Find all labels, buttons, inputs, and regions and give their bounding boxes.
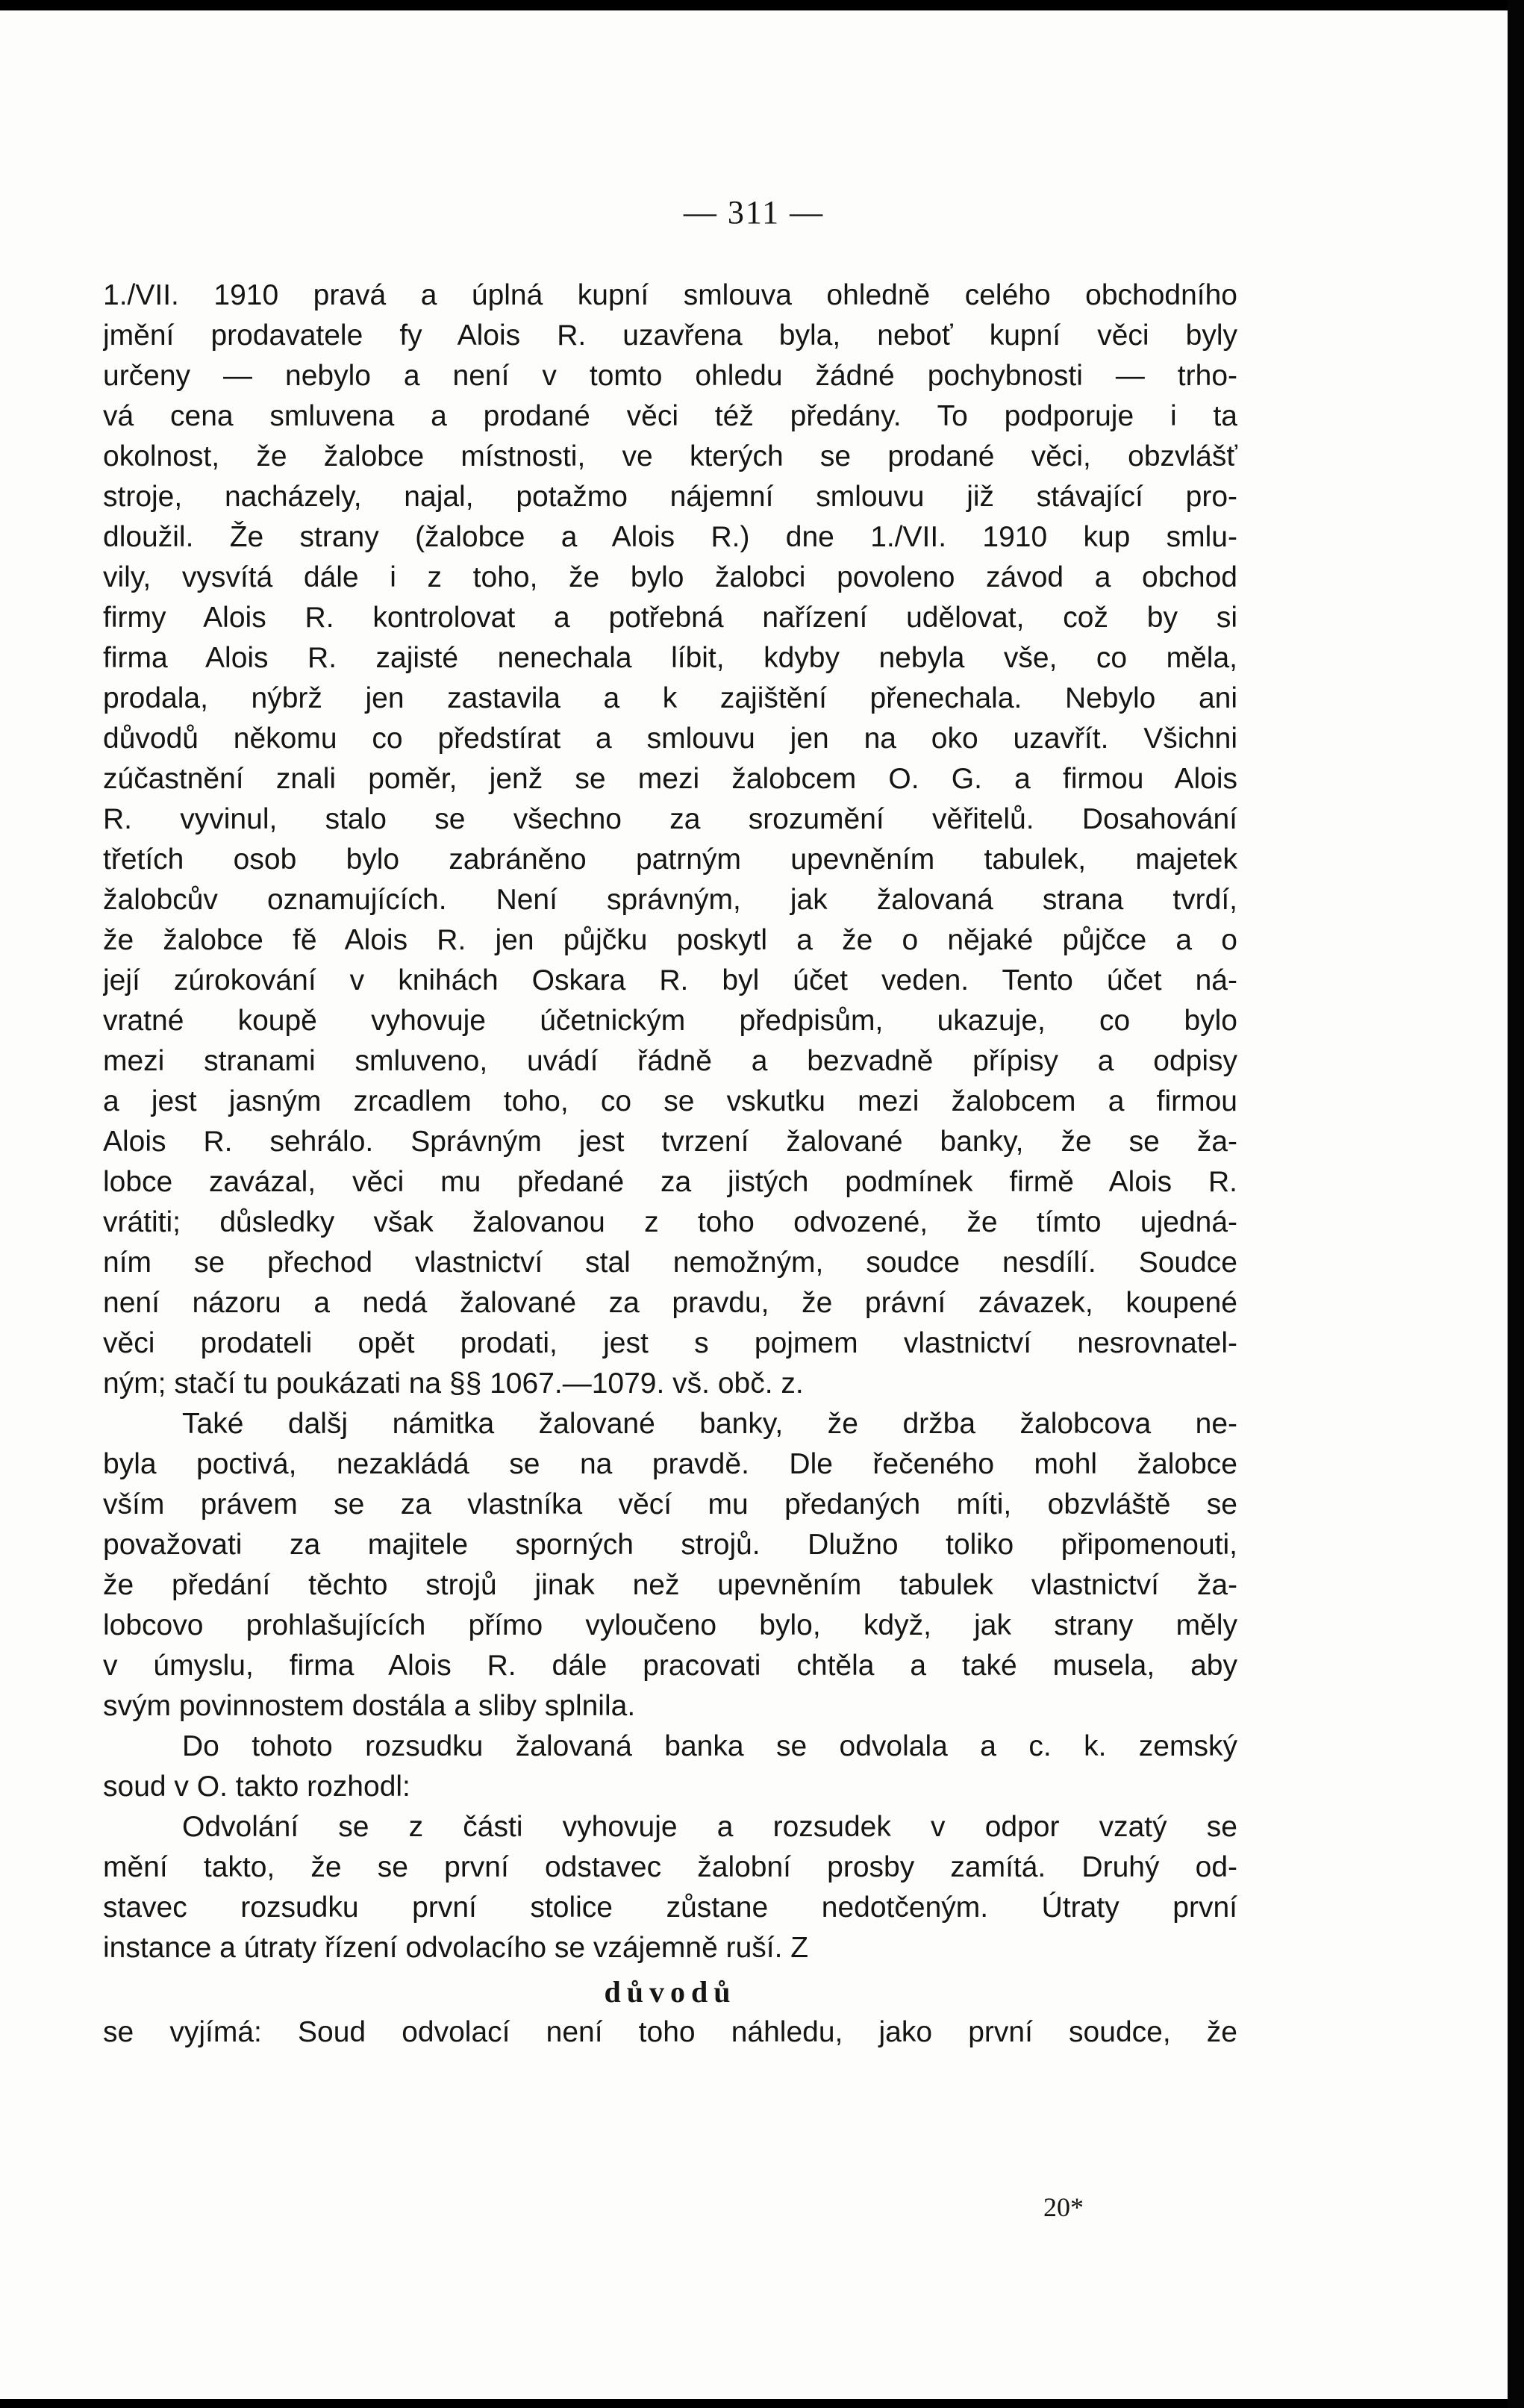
text-line: zúčastnění znali poměr, jenž se mezi žalobcem O. G. a firmou Alois	[103, 763, 1237, 795]
page-number: — 311 —	[683, 194, 825, 231]
section-heading: důvodů	[604, 1975, 737, 2009]
text-line: vratné koupě vyhovuje účetnickým předpisům, ukazuje, co bylo	[103, 1005, 1237, 1037]
text-line: instance a útraty řízení odvolacího se vzájemně ruší. Z	[103, 1932, 809, 1964]
text-line: Odvolání se z části vyhovuje a rozsudek v odpor vzatý se	[182, 1811, 1237, 1843]
text-line: vá cena smluvena a prodané věci též předány. To podporuje i ta	[103, 400, 1237, 432]
text-line: vším právem se za vlastníka věcí mu předaných míti, obzvláště se	[103, 1488, 1237, 1520]
text-line: třetích osob bylo zabráněno patrným upevněním tabulek, majetek	[103, 843, 1237, 876]
text-line: mezi stranami smluveno, uvádí řádně a bezvadně přípisy a odpisy	[103, 1045, 1237, 1077]
text-line: věci prodateli opět prodati, jest s pojmem vlastnictví nesrovnatel-	[103, 1327, 1237, 1359]
text-line: že předání těchto strojů jinak než upevněním tabulek vlastnictví ža-	[103, 1569, 1237, 1601]
text-line: lobcovo prohlašujících přímo vyloučeno bylo, když, jak strany měly	[103, 1609, 1237, 1641]
text-line: Do tohoto rozsudku žalovaná banka se odvolala a c. k. zemský	[182, 1730, 1237, 1762]
text-line: považovati za majitele sporných strojů. Dlužno toliko připomenouti,	[103, 1529, 1237, 1561]
text-line: Také dalšj námitka žalované banky, že držba žalobcova ne-	[182, 1408, 1237, 1440]
text-line: dloužil. Že strany (žalobce a Alois R.) dne 1./VII. 1910 kup smlu-	[103, 521, 1237, 553]
text-line: vrátiti; důsledky však žalovanou z toho odvozené, že tímto ujedná-	[103, 1206, 1237, 1238]
text-line: určeny — nebylo a není v tomto ohledu žádné pochybnosti — trho-	[103, 360, 1237, 392]
text-line: byla poctivá, nezakládá se na pravdě. Dle řečeného mohl žalobce	[103, 1448, 1237, 1480]
text-line: jmění prodavatele fy Alois R. uzavřena byla, neboť kupní věci byly	[103, 319, 1237, 352]
text-line: důvodů někomu co předstírat a smlouvu jen na oko uzavřít. Všichni	[103, 723, 1237, 755]
text-line: se vyjímá: Soud odvolací není toho náhledu, jako první soudce, že	[103, 2016, 1237, 2048]
text-line: okolnost, že žalobce místnosti, ve kterých se prodané věci, obzvlášť	[103, 440, 1237, 472]
text-line: firma Alois R. zajisté nenechala líbit, kdyby nebyla vše, co měla,	[103, 642, 1237, 674]
text-line: soud v O. takto rozhodl:	[103, 1771, 410, 1803]
text-line: stroje, nacházely, najal, potažmo nájemní smlouvu již stávající pro-	[103, 481, 1237, 513]
text-line: v úmyslu, firma Alois R. dále pracovati chtěla a také musela, aby	[103, 1650, 1237, 1682]
text-line: lobce zavázal, věci mu předané za jistých podmínek firmě Alois R.	[103, 1166, 1237, 1198]
text-line: mění takto, že se první odstavec žalobní prosby zamítá. Druhý od-	[103, 1851, 1237, 1883]
signature-mark: 20*	[1043, 2192, 1084, 2222]
text-line: prodala, nýbrž jen zastavila a k zajištění přenechala. Nebylo ani	[103, 682, 1237, 714]
scan-edge	[1508, 0, 1524, 2408]
text-line: 1./VII. 1910 pravá a úplná kupní smlouva ohledně celého obchodního	[103, 279, 1237, 311]
text-line: ním se přechod vlastnictví stal nemožným, soudce nesdílí. Soudce	[103, 1247, 1237, 1279]
text-line: firmy Alois R. kontrolovat a potřebná nařízení udělovat, což by si	[103, 602, 1237, 634]
text-line: není názoru a nedá žalované za pravdu, že právní závazek, koupené	[103, 1287, 1237, 1319]
text-line: ným; stačí tu poukázati na §§ 1067.—1079. vš. obč. z.	[103, 1367, 804, 1400]
text-line: stavec rozsudku první stolice zůstane nedotčeným. Útraty první	[103, 1891, 1237, 1924]
document-page	[0, 10, 1508, 2399]
text-line: že žalobce fě Alois R. jen půjčku poskytl a že o nějaké půjčce a o	[103, 924, 1237, 956]
text-line: Alois R. sehrálo. Správným jest tvrzení žalované banky, že se ža-	[103, 1126, 1237, 1158]
body-text	[103, 275, 1237, 2053]
text-line: svým povinnostem dostála a sliby splnila.	[103, 1690, 636, 1722]
text-line: vily, vysvítá dále i z toho, že bylo žalobci povoleno závod a obchod	[103, 561, 1237, 593]
text-line: a jest jasným zrcadlem toho, co se vskutku mezi žalobcem a firmou	[103, 1085, 1237, 1117]
text-line: žalobcův oznamujících. Není správným, jak žalovaná strana tvrdí,	[103, 884, 1237, 916]
text-line: její zúrokování v knihách Oskara R. byl účet veden. Tento účet ná-	[103, 964, 1237, 996]
text-line: R. vyvinul, stalo se všechno za srozumění věřitelů. Dosahování	[103, 803, 1237, 835]
